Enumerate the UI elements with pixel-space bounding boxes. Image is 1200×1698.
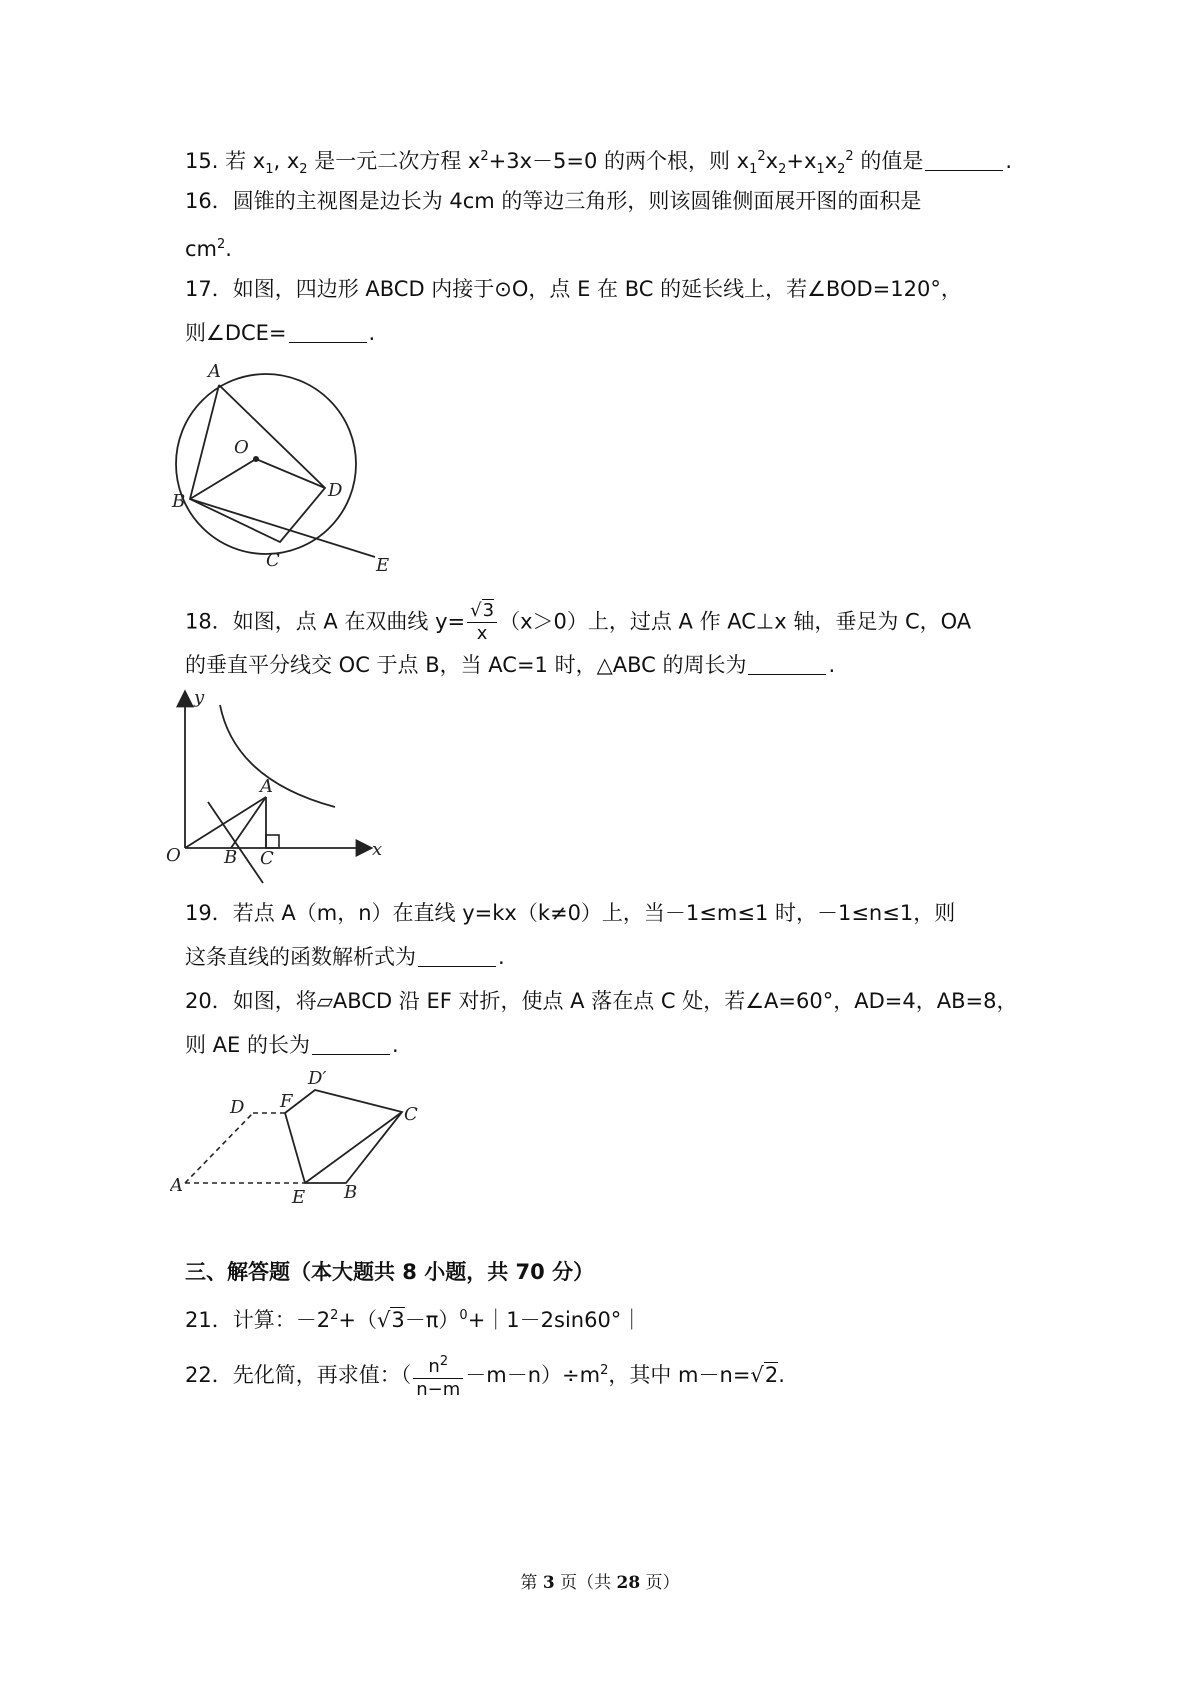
label-b: B xyxy=(224,847,238,868)
label-c: C xyxy=(266,550,280,571)
question-16-line-2: $cm^2$. xyxy=(185,237,232,261)
answer-blank xyxy=(748,652,826,675)
question-20-line-2: 则 AE 的长为 . xyxy=(185,1033,399,1057)
figure-17 xyxy=(170,360,410,584)
label-c: C xyxy=(260,848,274,869)
label-o: O xyxy=(166,845,181,866)
label-o: O xyxy=(234,437,249,458)
question-18-line-2: 的垂直平分线交 OC 于点 B，当 AC=1 时，△ABC 的周长为 . xyxy=(185,653,836,677)
question-19-line-2: 这条直线的函数解析式为 . xyxy=(185,945,505,969)
fraction: $\frac{n^2}{n-m}$ xyxy=(413,1351,463,1401)
answer-blank xyxy=(312,1032,390,1055)
label-y: y xyxy=(194,687,205,708)
answer-blank xyxy=(289,320,367,343)
label-d-prime: D′ xyxy=(308,1070,327,1089)
question-16-line-1: 16．圆锥的主视图是边长为 4cm 的等边三角形，则该圆锥侧面展开图的面积是 xyxy=(185,189,922,213)
question-21: 21．计算：$-2^2+(√3-\pi)^0+|1-2\sin 60^\circ|$ xyxy=(185,1308,643,1332)
question-20-line-1: 20．如图，将▱ABCD 沿 EF 对折，使点 A 落在点 C 处，若∠A=60°，AD=4，AB=8， xyxy=(185,989,1018,1013)
label-b: B xyxy=(344,1182,358,1203)
label-c: C xyxy=(404,1104,418,1125)
answer-blank xyxy=(925,148,1003,171)
label-e: E xyxy=(292,1187,306,1208)
question-19-line-1: 19．若点 A（m，n）在直线 y=kx（k≠0）上，当－1≤m≤1 时，－1≤n≤1，则 xyxy=(185,901,956,925)
question-22: 22．先化简，再求值：（ $\frac{n^2}{n-m}$ $-m-n)\div m^2$，其中 m－n=√2. xyxy=(185,1351,785,1401)
label-x: x xyxy=(372,839,383,860)
question-17-line-1: 17．如图，四边形 ABCD 内接于⊙O，点 E 在 BC 的延长线上，若∠BOD=120°， xyxy=(185,277,962,301)
label-a: A xyxy=(260,776,273,797)
question-15: 15. 若 $x_1$, $x_2$ 是一元二次方程 $x^2+3x-5=0$ 的两个根，则 $x_1^2x_2+x_1x_2^2$ 的值是 . xyxy=(185,149,1013,178)
label-e: E xyxy=(376,555,390,576)
label-b: B xyxy=(172,491,186,512)
question-17-line-2: 则∠DCE= . xyxy=(185,321,376,345)
fraction: $\frac{√3}{x}$ xyxy=(467,600,497,645)
label-a: A xyxy=(208,361,221,382)
figure-20 xyxy=(170,1070,440,1214)
section-heading: 三、解答题（本大题共 8 小题，共 70 分） xyxy=(185,1260,595,1284)
label-f: F xyxy=(280,1091,293,1112)
page-footer: 第 3 页（共 28 页） xyxy=(520,1573,680,1593)
label-a: A xyxy=(170,1175,183,1196)
answer-blank xyxy=(418,944,496,967)
figure-18 xyxy=(160,685,400,899)
label-d: D xyxy=(328,480,343,501)
question-18-line-1: 18．如图，点 A 在双曲线 y= $\frac{√3}{x}$ （x＞0）上，过点 A 作 AC⊥x 轴，垂足为 C，OA xyxy=(185,600,972,644)
label-d: D xyxy=(230,1097,245,1118)
